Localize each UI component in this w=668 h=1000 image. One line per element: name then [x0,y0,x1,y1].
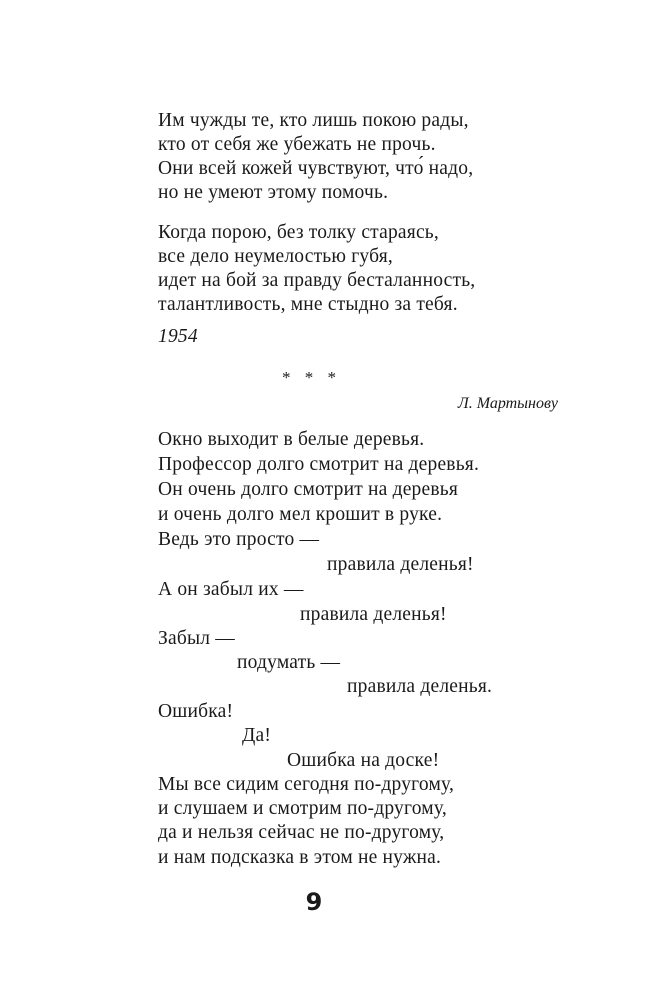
poem-line: подумать — [237,652,341,673]
poem-line: А он забыл их — [158,579,304,600]
poem-line: и нам подсказка в этом не нужна. [158,847,442,868]
section-separator: * * * [282,368,336,387]
poem-line: да и нельзя сейчас не по-другому, [158,822,445,843]
poem-line: талантливость, мне стыдно за тебя. [158,294,458,315]
poem-line: Когда порою, без толку стараясь, [158,222,439,243]
poem-line: Он очень долго смотрит на деревья [158,479,459,500]
poem-line: и очень долго мел крошит в руке. [158,504,443,525]
poem-line: Забыл — [158,628,235,649]
poem-line: но не умеют этому помочь. [158,182,389,203]
poem-line: Мы все сидим сегодня по-другому, [158,774,455,795]
poem-line: Им чужды те, кто лишь покою рады, [158,110,469,131]
poem-line: правила деленья! [300,604,447,625]
poem-line: идет на бой за правду бесталанность, [158,270,476,291]
page-number: 9 [305,888,323,916]
poem-line: Ведь это просто — [158,529,320,550]
poem-line: Да! [242,725,272,746]
dedication: Л. Мартынову [457,395,558,412]
poem-line: правила деленья. [347,676,493,697]
poem-line: все дело неумелостью губя, [158,246,393,267]
poem-line: Профессор долго смотрит на деревья. [158,454,480,475]
poem-line: Окно выходит в белые деревья. [158,429,425,450]
poem-line: Они всей кожей чувствуют, что́ надо, [158,158,474,179]
poem-line: Ошибка! [158,701,234,722]
poem-line: правила деленья! [327,554,474,575]
poem-line: кто от себя же убежать не прочь. [158,134,436,155]
poem-line: Ошибка на доске! [287,750,440,771]
poem-line: и слушаем и смотрим по-другому, [158,798,447,819]
poem-year: 1954 [158,326,198,347]
